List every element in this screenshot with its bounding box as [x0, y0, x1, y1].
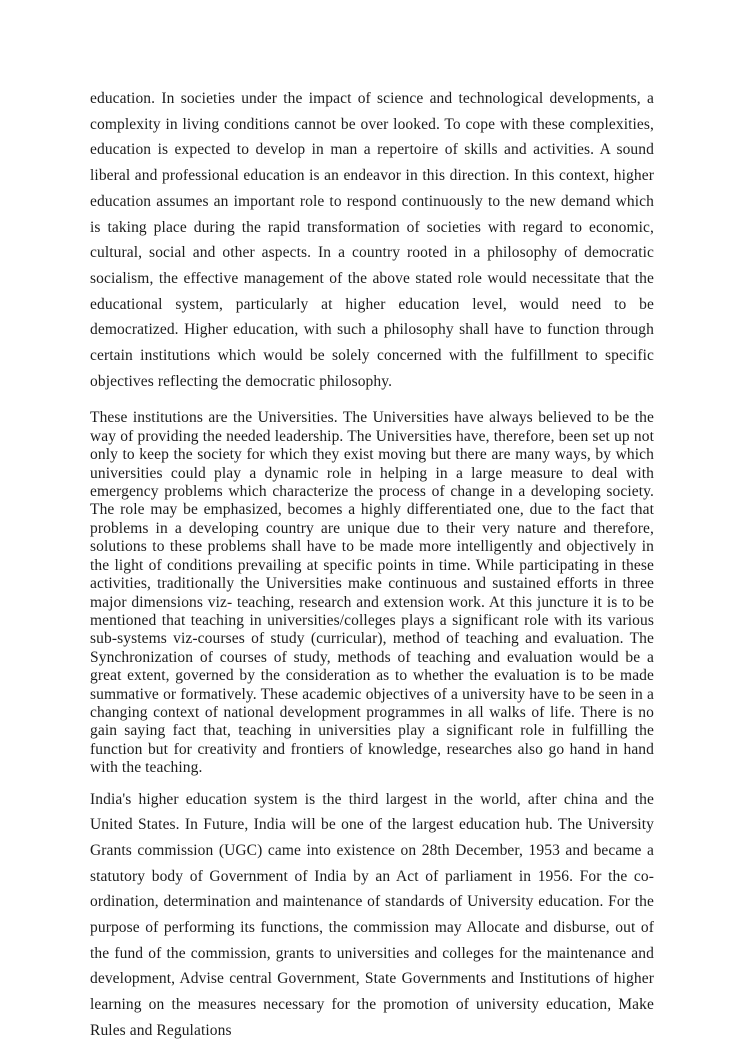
page-content	[90, 86, 654, 1044]
paragraph-india-higher-education: India's higher education system is the third largest in the world, after china and the United States. In Future, India will be one of the largest education hub. The University Grants commission (UGC) came into existence on 28th December, 1953 and became a statutory body of Government of India by an Act of parliament in 1956. For the co-ordination, determination and maintenance of standards of University education. For the purpose of performing its functions, the commission may Allocate and disburse, out of the fund of the commission, grants to universities and colleges for the maintenance and development, Advise central Government, State Governments and Institutions of higher learning on the measures necessary for the promotion of university education, Make Rules and Regulations	[90, 790, 654, 1039]
paragraph-universities: These institutions are the Universities. The Universities have always believed to be the way of providing the needed leadership. The Universities have, therefore, been set up not only to keep the society for which they exist moving but there are many ways, by which universities could play a dynamic role in helping in a large measure to deal with emergency problems which characterize the process of change in a developing society. The role may be emphasized, becomes a highly differentiated one, due to the fact that problems in a developing country are unique due to their very nature and therefore, solutions to these problems shall have to be made more intelligently and objectively in the light of conditions prevailing at specific points in time. While participating in these activities, traditionally the Universities make continuous and sustained efforts in three major dimensions viz- teaching, research and extension work. At this juncture it is to be mentioned that teaching in universities/colleges plays a significant role with its various sub-systems viz-courses of study (curricular), method of teaching and evaluation. The Synchronization of courses of study, methods of teaching and evaluation would be a great extent, governed by the consideration as to whether the evaluation is to be made summative or formatively. These academic objectives of a university have to be seen in a changing context of national development programmes in all walks of life. There is no gain saying fact that, teaching in universities play a significant role in fulfilling the function but for creativity and frontiers of knowledge, researches also go hand in hand with the teaching.	[90, 409, 654, 777]
paragraph-education-societies: education. In societies under the impact of science and technological developments, a complexity in living conditions cannot be over looked. To cope with these complexities, education is expected to develop in man a repertoire of skills and activities. A sound liberal and professional education is an endeavor in this direction. In this context, higher education assumes an important role to respond continuously to the new demand which is taking place during the rapid transformation of societies with regard to economic, cultural, social and other aspects. In a country rooted in a philosophy of democratic socialism, the effective management of the above stated role would necessitate that the educational system, particularly at higher education level, would need to be democratized. Higher education, with such a philosophy shall have to function through certain institutions which would be solely concerned with the fulfillment to specific objectives reflecting the democratic philosophy.	[90, 90, 654, 390]
